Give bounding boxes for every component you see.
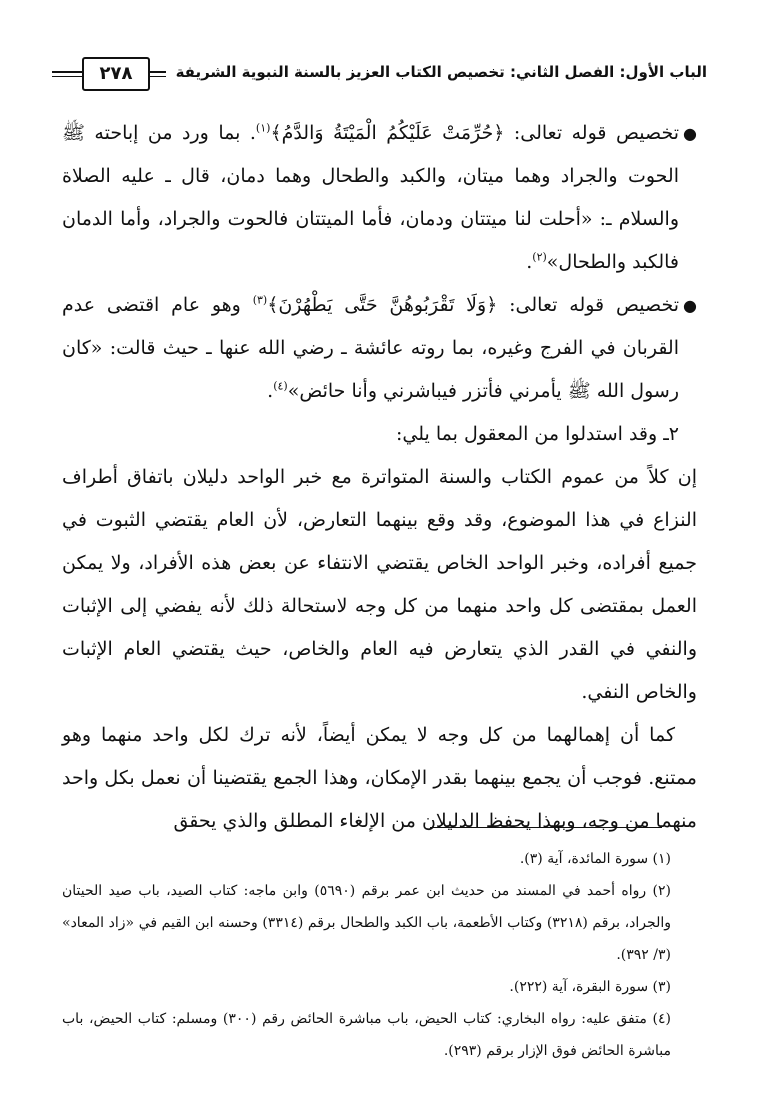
running-title: الباب الأول: الفصل الثاني: تخصيص الكتاب العزيز بالسنة النبوية الشريفة <box>166 59 707 85</box>
footnotes <box>62 843 671 1067</box>
footnote-4: (٤) متفق عليه: رواه البخاري: كتاب الحيض، باب مباشرة الحائض رقم (٣٠٠) ومسلم: كتاب الحيض، باب مباشرة الحائض فوق الإزار برقم (٢٩٣). <box>62 1011 671 1059</box>
footnote-ref-4[interactable]: (٤) <box>273 379 288 393</box>
footnote-ref-3[interactable]: (٣) <box>252 293 268 307</box>
paragraph-1: ● تخصيص قوله تعالى: ﴿حُرِّمَتْ عَلَيْكُمُ الْمَيْتَةُ وَالدَّمُ﴾$^{(١)}$. بما ورد من إباحته ﷺ الحوت والجراد وهما ميتان، والكبد والطحال وهما دمان، قال ـ عليه الصلاة والسلام ـ: «أحلت لنا ميتتان ودمان، فأما الميتتان فالحوت والجراد، وأما الدمان فالكبد والطحال»$^{(٢)}$. <box>62 112 697 284</box>
bullet-icon: ● <box>683 124 697 143</box>
paragraph-5: كما أن إهمالهما من كل وجه لا يمكن أيضاً، لأنه ترك لكل واحد منهما وهو ممتنع. فوجب أن يجمع بينهما بقدر الإمكان، وهذا الجمع يقتضينا أن نعمل بكل واحد منهما من وجه، وبهذا يحفظ الدليلان من الإلغاء المطلق والذي يحقق <box>62 724 697 832</box>
main-text <box>62 112 697 843</box>
paragraph-1-text: . بما ورد من إباحته ﷺ الحوت والجراد وهما ميتان، والكبد والطحال وهما دمان، قال ـ عليه الصلاة والسلام ـ: «أحلت لنا ميتتان ودمان، فأما الميتتان فالحوت والجراد، وأما الدمان فالكبد والطحال» <box>62 122 679 273</box>
footnote-2: (٢) رواه أحمد في المسند من حديث ابن عمر برقم (٥٦٩٠) وابن ماجه: كتاب الصيد، باب صيد الحيتان والجراد، برقم (٣٢١٨) وكتاب الأطعمة، باب الكبد والطحال برقم (٣٣١٤) وحسنه ابن القيم في «زاد المعاد» (٣/ ٣٩٢). <box>62 883 671 963</box>
quran-verse-1: تخصيص قوله تعالى: ﴿حُرِّمَتْ عَلَيْكُمُ الْمَيْتَةُ وَالدَّمُ﴾ <box>270 122 679 144</box>
paragraph-2-text: وهو عام اقتضى عدم القربان في الفرج وغيره، بما روته عائشة ـ رضي الله عنها ـ حيث قالت: «كان رسول الله ﷺ يأمرني فأتزر فيباشرني وأنا حائض» <box>62 294 679 402</box>
footnote-1: (١) سورة المائدة، آية (٣). <box>519 851 671 867</box>
footnote-ref-2[interactable]: (٢) <box>532 250 547 264</box>
footnote-separator <box>430 827 662 828</box>
bullet-icon: ● <box>683 296 697 315</box>
page-header <box>52 56 707 92</box>
paragraph-4: إن كلاً من عموم الكتاب والسنة المتواترة مع خبر الواحد دليلان باتفاق أطراف النزاع في هذا الموضوع، وقد وقع بينهما التعارض، لأن العام يقتضي الثبوت في جميع أفراده، وخبر الواحد الخاص يقتضي الانتفاء عن بعض هذه الأفراد، ولا يمكن العمل بمقتضى كل واحد منهما من كل وجه لاستحالة ذلك لأنه يفضي إلى الإثبات والنفي في القدر الذي يتعارض فيه العام والخاص، حيث يقتضي العام الإثبات والخاص النفي. <box>62 466 697 703</box>
page-number: ٢٧٨ <box>82 57 150 91</box>
paragraph-3: ٢ـ وقد استدلوا من المعقول بما يلي: <box>395 423 679 445</box>
footnote-ref-1[interactable]: (١) <box>255 121 271 135</box>
paragraph-2: ● تخصيص قوله تعالى: ﴿وَلَا تَقْرَبُوهُنَّ حَتَّى يَطْهُرْنَ﴾$^{(٣)}$ وهو عام اقتضى عدم القربان في الفرج وغيره، بما روته عائشة ـ رضي الله عنها ـ حيث قالت: «كان رسول الله ﷺ يأمرني فأتزر فيباشرني وأنا حائض»$^{(٤)}$. <box>62 284 697 413</box>
footnote-3: (٣) سورة البقرة، آية (٢٢٢). <box>509 979 671 995</box>
quran-verse-2: تخصيص قوله تعالى: ﴿وَلَا تَقْرَبُوهُنَّ حَتَّى يَطْهُرْنَ﴾ <box>267 294 679 316</box>
